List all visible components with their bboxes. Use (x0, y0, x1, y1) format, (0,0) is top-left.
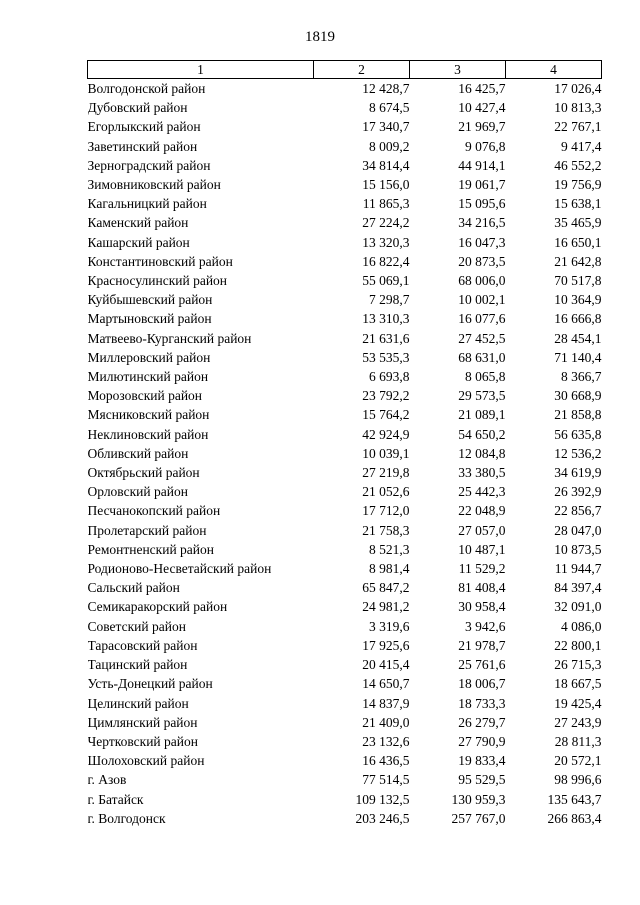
row-value-col-4: 135 643,7 (547, 791, 602, 807)
row-value-col-4: 18 667,5 (554, 676, 602, 692)
row-label: Егорлыкский район (87, 119, 201, 135)
row-label: Родионово-Несветайский район (87, 561, 272, 577)
table-row (88, 444, 602, 463)
table-row (88, 770, 602, 789)
row-label: Советский район (87, 618, 186, 634)
row-value-col-4: 4 086,0 (561, 618, 602, 634)
row-value-col-4: 22 800,1 (554, 637, 602, 653)
row-value-col-4: 11 944,7 (554, 561, 602, 577)
row-value-col-3: 68 631,0 (458, 349, 506, 365)
table-row (88, 655, 602, 674)
table-row (88, 290, 602, 309)
row-value-col-2: 17 712,0 (362, 503, 410, 519)
row-value-col-4: 26 392,9 (554, 484, 602, 500)
row-value-col-2: 21 409,0 (362, 714, 410, 730)
row-value-col-2: 17 340,7 (362, 119, 410, 135)
row-value-col-2: 17 925,6 (362, 637, 410, 653)
row-label: Пролетарский район (87, 522, 207, 538)
row-value-col-4: 28 811,3 (554, 733, 602, 749)
row-value-col-4: 20 572,1 (554, 753, 602, 769)
row-value-col-3: 10 487,1 (458, 541, 506, 557)
row-value-col-4: 16 650,1 (554, 234, 602, 250)
row-value-col-2: 11 865,3 (362, 196, 410, 212)
table-row (88, 694, 602, 713)
row-value-col-4: 22 856,7 (554, 503, 602, 519)
row-value-col-3: 34 216,5 (458, 215, 506, 231)
row-value-col-3: 19 833,4 (458, 753, 506, 769)
row-value-col-3: 20 873,5 (458, 253, 506, 269)
row-value-col-3: 12 084,8 (458, 445, 506, 461)
table-row (88, 540, 602, 559)
row-label: Мартыновский район (87, 311, 212, 327)
row-label: Песчанокопский район (87, 503, 221, 519)
row-value-col-3: 3 942,6 (465, 618, 506, 634)
row-value-col-3: 10 002,1 (458, 292, 506, 308)
row-value-col-3: 130 959,3 (451, 791, 506, 807)
row-value-col-3: 95 529,5 (458, 772, 506, 788)
row-value-col-4: 30 668,9 (554, 388, 602, 404)
row-value-col-3: 21 969,7 (458, 119, 506, 135)
table-row (88, 809, 602, 828)
row-label: Красносулинский район (87, 273, 228, 289)
table-row (88, 674, 602, 693)
row-value-col-4: 28 454,1 (554, 330, 602, 346)
row-value-col-4: 10 873,5 (554, 541, 602, 557)
row-value-col-3: 26 279,7 (458, 714, 506, 730)
row-value-col-3: 19 061,7 (458, 177, 506, 193)
row-value-col-2: 23 792,2 (362, 388, 410, 404)
row-label: Усть-Донецкий район (87, 676, 213, 692)
row-value-col-4: 32 091,0 (554, 599, 602, 615)
row-value-col-3: 9 076,8 (465, 138, 506, 154)
row-value-col-3: 16 047,3 (458, 234, 506, 250)
table-row (88, 463, 602, 482)
row-value-col-3: 25 761,6 (458, 657, 506, 673)
row-value-col-3: 33 380,5 (458, 465, 506, 481)
row-value-col-2: 8 521,3 (369, 541, 410, 557)
table-row (88, 156, 602, 175)
table-row (88, 597, 602, 616)
row-value-col-3: 27 452,5 (458, 330, 506, 346)
row-value-col-4: 10 364,9 (554, 292, 602, 308)
page-number: 1819 (305, 29, 335, 45)
row-label: Цимлянский район (87, 714, 198, 730)
row-label: Мясниковский район (87, 407, 210, 423)
row-label: Волгодонской район (87, 81, 206, 96)
row-value-col-2: 53 535,3 (362, 349, 410, 365)
row-label: Константиновский район (87, 253, 233, 269)
row-value-col-3: 21 089,1 (458, 407, 506, 423)
row-label: Семикаракорский район (87, 599, 228, 615)
row-value-col-3: 22 048,9 (458, 503, 506, 519)
row-label: Заветинский район (87, 138, 198, 154)
table-row (88, 501, 602, 520)
row-label: Орловский район (87, 484, 188, 500)
row-value-col-2: 34 814,4 (362, 157, 410, 173)
table-row (88, 386, 602, 405)
table-row (88, 617, 602, 636)
column-header-3: 3 (410, 61, 506, 79)
row-value-col-2: 42 924,9 (362, 426, 410, 442)
row-value-col-2: 20 415,4 (362, 657, 410, 673)
row-value-col-4: 46 552,2 (554, 157, 602, 173)
row-label: Куйбышевский район (87, 292, 213, 308)
row-label: г. Волгодонск (87, 810, 166, 826)
row-value-col-4: 35 465,9 (554, 215, 602, 231)
row-value-col-4: 34 619,9 (554, 465, 602, 481)
row-label: Чертковский район (87, 733, 198, 749)
table-row (88, 98, 602, 117)
row-value-col-2: 13 310,3 (362, 311, 410, 327)
row-value-col-3: 18 733,3 (458, 695, 506, 711)
row-value-col-2: 7 298,7 (369, 292, 410, 308)
row-value-col-2: 24 981,2 (362, 599, 410, 615)
row-value-col-4: 266 863,4 (547, 810, 602, 826)
row-label: Тарасовский район (87, 637, 198, 653)
row-value-col-4: 98 996,6 (554, 772, 602, 788)
table-row (88, 578, 602, 597)
row-value-col-2: 23 132,6 (362, 733, 410, 749)
row-value-col-4: 9 417,4 (561, 138, 602, 154)
row-label: г. Батайск (87, 791, 144, 807)
row-value-col-2: 8 981,4 (369, 561, 410, 577)
row-label: Кагальницкий район (87, 196, 207, 212)
row-value-col-4: 10 813,3 (554, 100, 602, 116)
row-label: Милютинский район (87, 369, 209, 385)
data-table (87, 60, 602, 828)
row-value-col-2: 10 039,1 (362, 445, 410, 461)
row-label: Матвеево-Курганский район (87, 330, 252, 346)
row-value-col-2: 21 631,6 (362, 330, 410, 346)
table-row (88, 213, 602, 232)
row-value-col-4: 21 642,8 (554, 253, 602, 269)
row-value-col-2: 14 837,9 (362, 695, 410, 711)
row-value-col-4: 22 767,1 (554, 119, 602, 135)
row-label: Морозовский район (87, 388, 203, 404)
row-value-col-4: 84 397,4 (554, 580, 602, 596)
row-label: Сальский район (87, 580, 180, 596)
row-value-col-2: 203 246,5 (355, 810, 410, 826)
row-value-col-3: 44 914,1 (458, 157, 506, 173)
row-value-col-3: 15 095,6 (458, 196, 506, 212)
row-value-col-3: 16 077,6 (458, 311, 506, 327)
table-row (88, 636, 602, 655)
row-value-col-3: 25 442,3 (458, 484, 506, 500)
row-value-col-2: 6 693,8 (369, 369, 410, 385)
row-value-col-2: 16 822,4 (362, 253, 410, 269)
table-row (88, 405, 602, 424)
table-row (88, 79, 602, 99)
row-value-col-2: 13 320,3 (362, 234, 410, 250)
row-value-col-2: 27 219,8 (362, 465, 410, 481)
row-value-col-2: 15 764,2 (362, 407, 410, 423)
row-value-col-4: 17 026,4 (554, 81, 602, 96)
row-value-col-3: 27 790,9 (458, 733, 506, 749)
table-header-row (88, 61, 602, 79)
row-value-col-2: 14 650,7 (362, 676, 410, 692)
row-value-col-2: 65 847,2 (362, 580, 410, 596)
row-label: Каменский район (87, 215, 189, 231)
table-row (88, 137, 602, 156)
row-label: Неклиновский район (87, 426, 209, 442)
table-row (88, 425, 602, 444)
row-value-col-4: 27 243,9 (554, 714, 602, 730)
row-value-col-2: 55 069,1 (362, 273, 410, 289)
table-row (88, 348, 602, 367)
row-value-col-4: 28 047,0 (554, 522, 602, 538)
row-value-col-3: 21 978,7 (458, 637, 506, 653)
row-value-col-3: 16 425,7 (458, 81, 506, 96)
table-row (88, 790, 602, 809)
row-value-col-3: 27 057,0 (458, 522, 506, 538)
row-label: Зимовниковский район (87, 177, 221, 193)
table-row (88, 713, 602, 732)
row-value-col-3: 30 958,4 (458, 599, 506, 615)
table-row (88, 117, 602, 136)
row-value-col-2: 8 009,2 (369, 138, 410, 154)
column-header-4: 4 (506, 61, 602, 79)
table-row (88, 521, 602, 540)
row-label: Миллеровский район (87, 349, 211, 365)
table-row (88, 175, 602, 194)
row-label: Тацинский район (87, 657, 188, 673)
row-value-col-4: 8 366,7 (561, 369, 602, 385)
row-value-col-4: 19 425,4 (554, 695, 602, 711)
row-value-col-3: 68 006,0 (458, 273, 506, 289)
table-row (88, 309, 602, 328)
row-label: Кашарский район (87, 234, 190, 250)
table-row (88, 559, 602, 578)
row-label: Зерноградский район (87, 157, 211, 173)
row-label: г. Азов (87, 772, 127, 788)
row-label: Обливский район (87, 445, 189, 461)
table-row (88, 271, 602, 290)
row-label: Октябрьский район (87, 465, 200, 481)
row-value-col-3: 54 650,2 (458, 426, 506, 442)
row-value-col-2: 21 052,6 (362, 484, 410, 500)
row-value-col-4: 21 858,8 (554, 407, 602, 423)
row-value-col-3: 11 529,2 (458, 561, 506, 577)
row-value-col-2: 12 428,7 (362, 81, 410, 96)
table-row (88, 194, 602, 213)
row-value-col-3: 81 408,4 (458, 580, 506, 596)
row-value-col-2: 8 674,5 (369, 100, 410, 116)
row-value-col-4: 12 536,2 (554, 445, 602, 461)
row-value-col-3: 18 006,7 (458, 676, 506, 692)
row-value-col-4: 70 517,8 (554, 273, 602, 289)
row-value-col-3: 257 767,0 (451, 810, 506, 826)
row-value-col-2: 16 436,5 (362, 753, 410, 769)
column-header-1: 1 (88, 61, 314, 79)
row-value-col-4: 16 666,8 (554, 311, 602, 327)
row-label: Шолоховский район (87, 753, 205, 769)
table-row (88, 252, 602, 271)
row-value-col-2: 15 156,0 (362, 177, 410, 193)
row-value-col-4: 26 715,3 (554, 657, 602, 673)
row-value-col-4: 56 635,8 (554, 426, 602, 442)
row-value-col-2: 77 514,5 (362, 772, 410, 788)
row-value-col-3: 8 065,8 (465, 369, 506, 385)
table-row (88, 367, 602, 386)
table-body (88, 79, 602, 828)
table-row (88, 751, 602, 770)
table-row (88, 482, 602, 501)
row-value-col-2: 21 758,3 (362, 522, 410, 538)
row-label: Ремонтненский район (87, 541, 214, 557)
column-header-2: 2 (314, 61, 410, 79)
row-value-col-3: 29 573,5 (458, 388, 506, 404)
row-label: Целинский район (87, 695, 189, 711)
row-value-col-4: 19 756,9 (554, 177, 602, 193)
row-value-col-2: 109 132,5 (355, 791, 410, 807)
row-value-col-3: 10 427,4 (458, 100, 506, 116)
row-label: Дубовский район (87, 100, 188, 116)
table-row (88, 732, 602, 751)
table-row (88, 233, 602, 252)
table-row (88, 329, 602, 348)
row-value-col-2: 27 224,2 (362, 215, 410, 231)
row-value-col-4: 15 638,1 (554, 196, 602, 212)
row-value-col-4: 71 140,4 (554, 349, 602, 365)
row-value-col-2: 3 319,6 (369, 618, 410, 634)
